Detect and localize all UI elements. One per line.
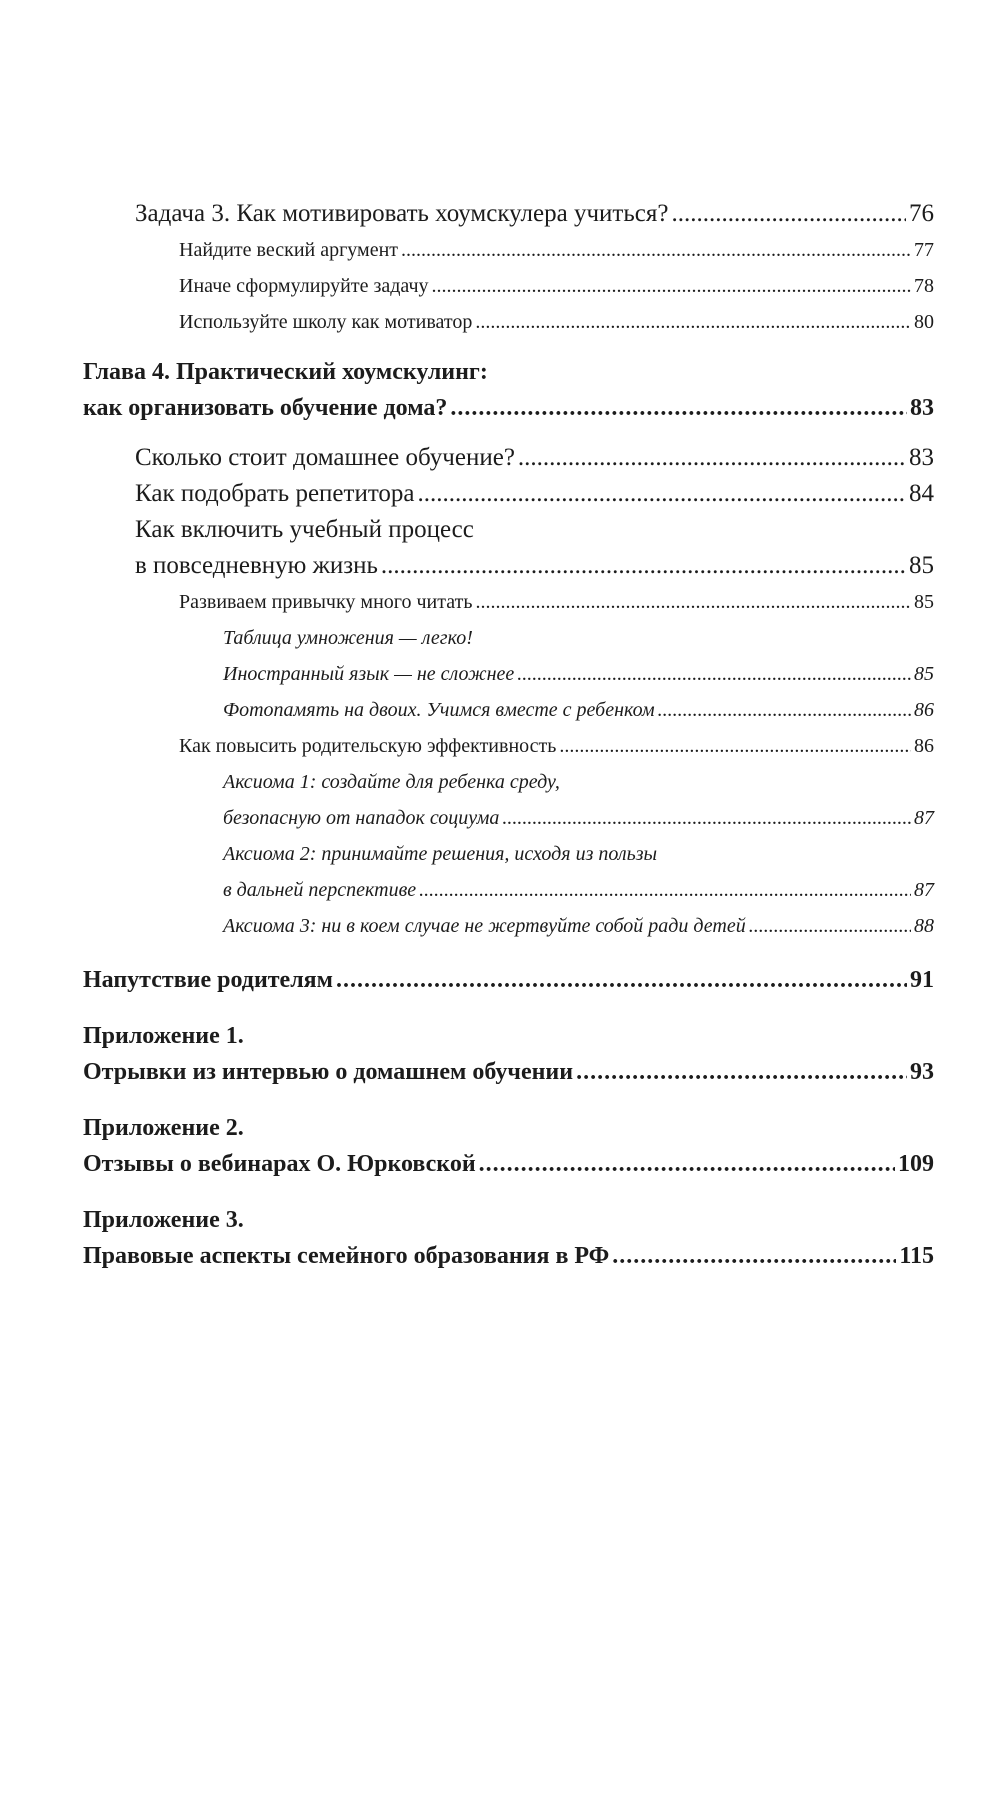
toc-entry-title: как организовать обучение дома? xyxy=(83,395,448,421)
toc-entry-title: Задача 3. Как мотивировать хоумскулера учиться? xyxy=(135,200,669,227)
appendix1-heading: Приложение 1. xyxy=(83,1023,244,1049)
toc-entry-title: Сколько стоит домашнее обучение? xyxy=(135,444,515,471)
leader-dots xyxy=(418,476,906,512)
leader-dots xyxy=(502,800,911,836)
leader-dots xyxy=(612,1238,896,1274)
appendix2-heading: Приложение 2. xyxy=(83,1115,244,1141)
toc-entry-page: 85 xyxy=(914,663,934,685)
toc-entry-axiom2 xyxy=(83,872,934,908)
toc-entry-page: 85 xyxy=(914,591,934,613)
toc-entry-page: 87 xyxy=(914,807,934,829)
toc-entry-title: Найдите веский аргумент xyxy=(179,239,399,261)
toc-entry-page: 83 xyxy=(910,395,934,421)
toc-entry-title: Используйте школу как мотиватор xyxy=(179,311,473,333)
toc-entry xyxy=(83,232,934,268)
axiom1-line1: Аксиома 1: создайте для ребенка среду, xyxy=(223,771,560,793)
toc-entry-daily-life xyxy=(83,548,934,584)
leader-dots xyxy=(401,232,911,268)
toc-entry xyxy=(83,656,934,692)
leader-dots xyxy=(475,584,911,620)
toc-entry-title: безопасную от нападок социума xyxy=(223,807,500,829)
appendix3-heading: Приложение 3. xyxy=(83,1207,244,1233)
toc-entry-chapter4 xyxy=(83,390,934,426)
toc-entry-title: Иначе сформулируйте задачу xyxy=(179,275,429,297)
toc-entry xyxy=(83,692,934,728)
leader-dots xyxy=(518,440,906,476)
table-of-contents xyxy=(83,196,934,1274)
toc-entry-axiom1 xyxy=(83,800,934,836)
toc-entry-farewell xyxy=(83,962,934,998)
toc-entry-page: 115 xyxy=(899,1243,934,1269)
leader-dots xyxy=(432,268,911,304)
leader-dots xyxy=(749,908,911,944)
leader-dots xyxy=(517,656,911,692)
toc-entry-page: 77 xyxy=(914,239,934,261)
leader-dots xyxy=(475,304,911,340)
toc-entry-page: 109 xyxy=(898,1151,934,1177)
toc-entry-page: 86 xyxy=(914,735,934,757)
toc-entry-page: 93 xyxy=(910,1059,934,1085)
toc-entry-multiplication: Таблица умножения — легко! xyxy=(223,627,473,649)
toc-entry-title: Правовые аспекты семейного образования в РФ xyxy=(83,1243,610,1269)
toc-entry-page: 86 xyxy=(914,699,934,721)
toc-entry xyxy=(83,584,934,620)
toc-entry-title: Развиваем привычку много читать xyxy=(179,591,473,613)
toc-entry-page: 87 xyxy=(914,879,934,901)
toc-entry-title: Отрывки из интервью о домашнем обучении xyxy=(83,1059,574,1085)
axiom2-line1: Аксиома 2: принимайте решения, исходя из пользы xyxy=(223,843,658,865)
toc-entry-page: 84 xyxy=(909,480,934,507)
toc-entry xyxy=(83,440,934,476)
toc-entry-title: Аксиома 3: ни в коем случае не жертвуйте собой ради детей xyxy=(223,915,746,937)
leader-dots xyxy=(576,1054,907,1090)
leader-dots xyxy=(671,196,906,232)
leader-dots xyxy=(658,692,911,728)
leader-dots xyxy=(559,728,911,764)
leader-dots xyxy=(336,962,907,998)
toc-entry xyxy=(83,268,934,304)
toc-entry-task3 xyxy=(83,196,934,232)
toc-entry-title: Как подобрать репетитора xyxy=(135,480,415,507)
leader-dots xyxy=(479,1146,895,1182)
toc-entry xyxy=(83,304,934,340)
chapter4-heading-line1: Глава 4. Практический хоумскулинг: xyxy=(83,359,488,385)
toc-entry-title: в повседневную жизнь xyxy=(135,552,378,579)
toc-entry-page: 88 xyxy=(914,915,934,937)
toc-entry-page: 78 xyxy=(914,275,934,297)
toc-entry-appendix2 xyxy=(83,1146,934,1182)
toc-entry-title: в дальней перспективе xyxy=(223,879,417,901)
toc-entry-title: Как повысить родительскую эффективность xyxy=(179,735,557,757)
toc-entry-title: Фотопамять на двоих. Учимся вместе с ребенком xyxy=(223,699,655,721)
toc-entry-axiom3 xyxy=(83,908,934,944)
daily-life-line1: Как включить учебный процесс xyxy=(135,516,474,543)
leader-dots xyxy=(450,390,907,426)
toc-entry-page: 83 xyxy=(909,444,934,471)
toc-entry-title: Отзывы о вебинарах О. Юрковской xyxy=(83,1151,476,1177)
leader-dots xyxy=(381,548,906,584)
toc-entry-page: 85 xyxy=(909,552,934,579)
toc-entry xyxy=(83,728,934,764)
toc-entry-page: 91 xyxy=(910,967,934,993)
toc-entry-page: 76 xyxy=(909,200,934,227)
toc-entry xyxy=(83,476,934,512)
toc-entry-appendix1 xyxy=(83,1054,934,1090)
toc-entry-appendix3 xyxy=(83,1238,934,1274)
leader-dots xyxy=(419,872,911,908)
toc-entry-page: 80 xyxy=(914,311,934,333)
toc-entry-title: Напутствие родителям xyxy=(83,967,334,993)
toc-entry-title: Иностранный язык — не сложнее xyxy=(223,663,515,685)
